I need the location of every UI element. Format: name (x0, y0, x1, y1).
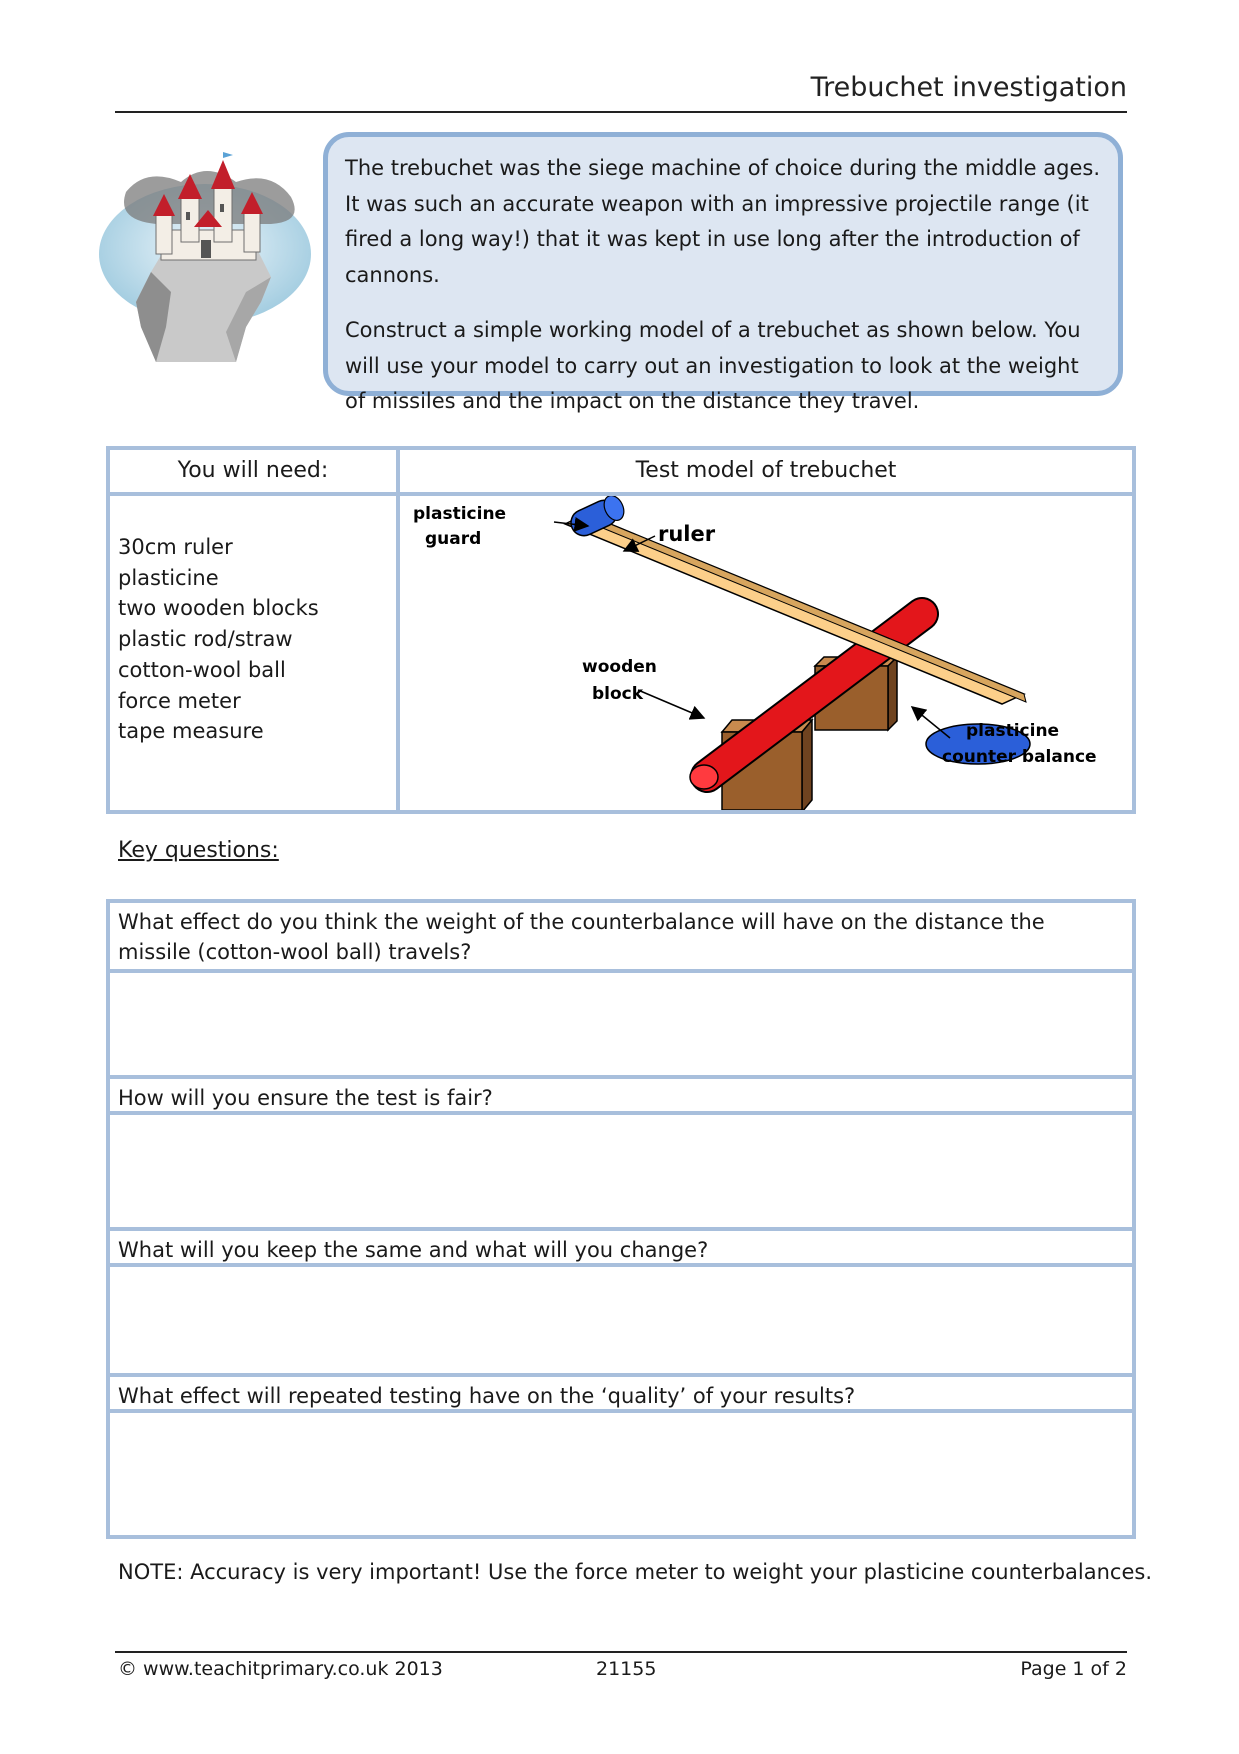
label-counter-balance-line2: counter balance (942, 747, 1097, 767)
header-divider (115, 111, 1127, 113)
question-row: What will you keep the same and what will you change? (110, 1231, 1132, 1267)
footer-page-number: Page 1 of 2 (1020, 1658, 1127, 1680)
castle-illustration (96, 152, 314, 364)
equipment-item: 30cm ruler (118, 535, 233, 559)
equipment-heading: You will need: (177, 458, 329, 483)
footer-copyright: © www.teachitprimary.co.uk 2013 (118, 1658, 443, 1680)
answer-space[interactable] (110, 1115, 1132, 1231)
table-header-row (110, 450, 1132, 496)
page-title: Trebuchet investigation (810, 72, 1127, 103)
question-row: What effect do you think the weight of the counterbalance will have on the distance the missile (cotton-wool ball) travels? (110, 903, 1132, 973)
accuracy-note: NOTE: Accuracy is very important! Use the force meter to weight your plasticine counterbalances. (118, 1560, 1153, 1584)
intro-paragraph-2: Construct a simple working model of a trebuchet as shown below. You will use your model to carry out an investigation to look at the weight of missiles and the impact on the distance they travel. (345, 318, 1081, 413)
diagram-heading: Test model of trebuchet (635, 458, 897, 483)
equipment-item: plasticine (118, 565, 219, 590)
intro-paragraph-1: The trebuchet was the siege machine of choice during the middle ages. It was such an accurate weapon with an impressive projectile range (it fired a long way!) that it was kept in use long after the introduction of cannons. (345, 156, 1100, 287)
label-plasticine-guard-line2: guard (425, 529, 482, 549)
trebuchet-diagram (402, 496, 1132, 810)
question-row: What effect will repeated testing have on the ‘quality’ of your results? (110, 1377, 1132, 1413)
intro-box (323, 132, 1123, 413)
equipment-item: plastic rod/straw (118, 627, 293, 652)
answer-space[interactable] (110, 973, 1132, 1079)
key-questions-heading: Key questions: (118, 838, 279, 863)
label-wooden-block-line2: block (592, 684, 644, 704)
answer-space[interactable] (110, 1267, 1132, 1377)
equipment-table (106, 446, 1136, 814)
label-counter-balance-line1: plasticine (966, 721, 1060, 741)
answer-space[interactable] (110, 1413, 1132, 1535)
footer-resource-code: 21155 (596, 1658, 657, 1680)
equipment-item: force meter (118, 688, 241, 713)
equipment-item: tape measure (118, 719, 264, 744)
label-wooden-block-line1: wooden (582, 657, 657, 677)
equipment-list (118, 532, 319, 747)
label-ruler: ruler (658, 522, 716, 546)
footer-divider (115, 1651, 1127, 1653)
key-questions-table (106, 899, 1136, 1539)
equipment-item: two wooden blocks (118, 596, 319, 621)
table-column-divider (396, 450, 400, 810)
label-plasticine-guard-line1: plasticine (413, 504, 507, 524)
equipment-item: cotton-wool ball (118, 657, 286, 682)
question-row: How will you ensure the test is fair? (110, 1079, 1132, 1115)
